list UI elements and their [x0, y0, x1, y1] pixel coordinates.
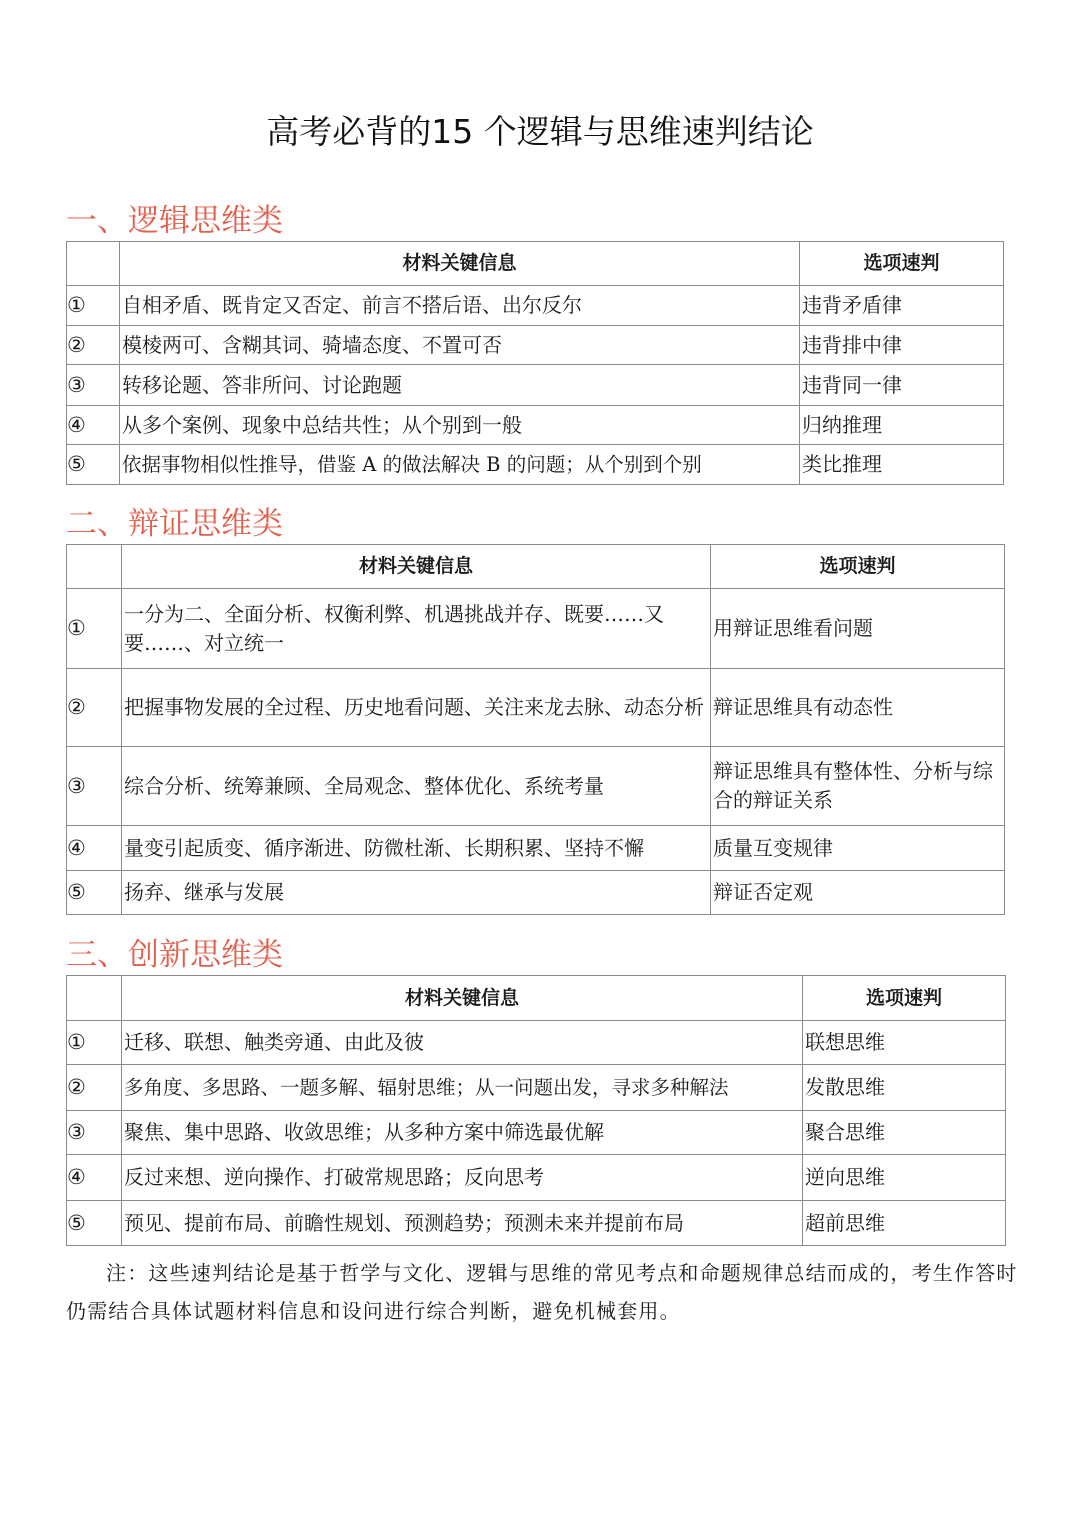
row-number: ② [67, 1065, 122, 1111]
section-heading-innovation: 三、创新思维类 [66, 937, 283, 973]
row-number: ② [67, 326, 120, 365]
header-quick-judgement: 选项速判 [800, 242, 1004, 286]
row-key-info: 量变引起质变、循序渐进、防微杜渐、长期积累、坚持不懈 [122, 826, 711, 871]
row-quick-judgement: 聚合思维 [803, 1111, 1006, 1155]
row-key-info: 预见、提前布局、前瞻性规划、预测趋势；预测未来并提前布局 [122, 1201, 803, 1246]
row-number: ② [67, 669, 122, 747]
footnote: 注：这些速判结论是基于哲学与文化、逻辑与思维的常见考点和命题规律总结而成的，考生作答时仍需结合具体试题材料信息和设问进行综合判断，避免机械套用。 [66, 1261, 1018, 1323]
table-row [67, 1065, 1006, 1111]
row-key-info: 综合分析、统筹兼顾、全局观念、整体优化、系统考量 [122, 747, 711, 826]
header-key-info: 材料关键信息 [122, 545, 711, 589]
row-quick-judgement: 超前思维 [803, 1201, 1006, 1246]
row-number: ④ [67, 826, 122, 871]
header-key-info: 材料关键信息 [120, 242, 800, 286]
table-row [67, 286, 1004, 326]
row-key-info: 模棱两可、含糊其词、骑墙态度、不置可否 [120, 326, 800, 365]
row-key-info: 迁移、联想、触类旁通、由此及彼 [122, 1021, 803, 1065]
row-quick-judgement: 违背排中律 [800, 326, 1004, 365]
table-row [67, 747, 1005, 826]
row-quick-judgement: 质量互变规律 [711, 826, 1005, 871]
row-key-info: 自相矛盾、既肯定又否定、前言不搭后语、出尔反尔 [120, 286, 800, 326]
table-header-row [67, 545, 1005, 589]
row-number: ① [67, 286, 120, 326]
table-row [67, 669, 1005, 747]
row-quick-judgement: 辩证思维具有整体性、分析与综合的辩证关系 [711, 747, 1005, 826]
row-quick-judgement: 违背同一律 [800, 365, 1004, 406]
row-key-info: 聚焦、集中思路、收敛思维；从多种方案中筛选最优解 [122, 1111, 803, 1155]
row-key-info: 多角度、多思路、一题多解、辐射思维；从一问题出发，寻求多种解法 [122, 1065, 803, 1111]
row-quick-judgement: 发散思维 [803, 1065, 1006, 1111]
table-row [67, 445, 1004, 485]
table-row [67, 589, 1005, 669]
row-number: ⑤ [67, 445, 120, 485]
header-blank-cell [67, 242, 120, 286]
row-number: ① [67, 1021, 122, 1065]
table-row [67, 1111, 1006, 1155]
section-heading-logic: 一、逻辑思维类 [66, 203, 283, 239]
row-quick-judgement: 归纳推理 [800, 406, 1004, 445]
row-quick-judgement: 联想思维 [803, 1021, 1006, 1065]
row-quick-judgement: 违背矛盾律 [800, 286, 1004, 326]
row-number: ① [67, 589, 122, 669]
table-row [67, 1201, 1006, 1246]
header-blank-cell [67, 545, 122, 589]
row-key-info: 从多个案例、现象中总结共性；从个别到一般 [120, 406, 800, 445]
table-header-row [67, 242, 1004, 286]
dialectic-thinking-table [66, 544, 1005, 915]
row-number: ③ [67, 365, 120, 406]
section-heading-dialectic: 二、辩证思维类 [66, 506, 283, 542]
table-row [67, 1021, 1006, 1065]
row-key-info: 转移论题、答非所问、讨论跑题 [120, 365, 800, 406]
header-quick-judgement: 选项速判 [803, 976, 1006, 1021]
table-row [67, 871, 1005, 915]
row-key-info: 一分为二、全面分析、权衡利弊、机遇挑战并存、既要……又要……、对立统一 [122, 589, 711, 669]
table-row [67, 1155, 1006, 1201]
table-header-row [67, 976, 1006, 1021]
table-row [67, 826, 1005, 871]
row-quick-judgement: 类比推理 [800, 445, 1004, 485]
row-key-info: 把握事物发展的全过程、历史地看问题、关注来龙去脉、动态分析 [122, 669, 711, 747]
row-number: ③ [67, 1111, 122, 1155]
page-title: 高考必背的15 个逻辑与思维速判结论 [266, 112, 814, 151]
header-quick-judgement: 选项速判 [711, 545, 1005, 589]
row-number: ④ [67, 1155, 122, 1201]
logic-thinking-table [66, 241, 1004, 485]
innovation-thinking-table [66, 975, 1006, 1246]
row-number: ⑤ [67, 1201, 122, 1246]
row-quick-judgement: 用辩证思维看问题 [711, 589, 1005, 669]
row-quick-judgement: 辩证否定观 [711, 871, 1005, 915]
row-number: ⑤ [67, 871, 122, 915]
table-row [67, 365, 1004, 406]
row-key-info: 扬弃、继承与发展 [122, 871, 711, 915]
row-number: ④ [67, 406, 120, 445]
row-key-info: 依据事物相似性推导，借鉴 A 的做法解决 B 的问题；从个别到个别 [120, 445, 800, 485]
row-quick-judgement: 辩证思维具有动态性 [711, 669, 1005, 747]
row-key-info: 反过来想、逆向操作、打破常规思路；反向思考 [122, 1155, 803, 1201]
row-quick-judgement: 逆向思维 [803, 1155, 1006, 1201]
table-row [67, 406, 1004, 445]
header-key-info: 材料关键信息 [122, 976, 803, 1021]
header-blank-cell [67, 976, 122, 1021]
table-row [67, 326, 1004, 365]
row-number: ③ [67, 747, 122, 826]
